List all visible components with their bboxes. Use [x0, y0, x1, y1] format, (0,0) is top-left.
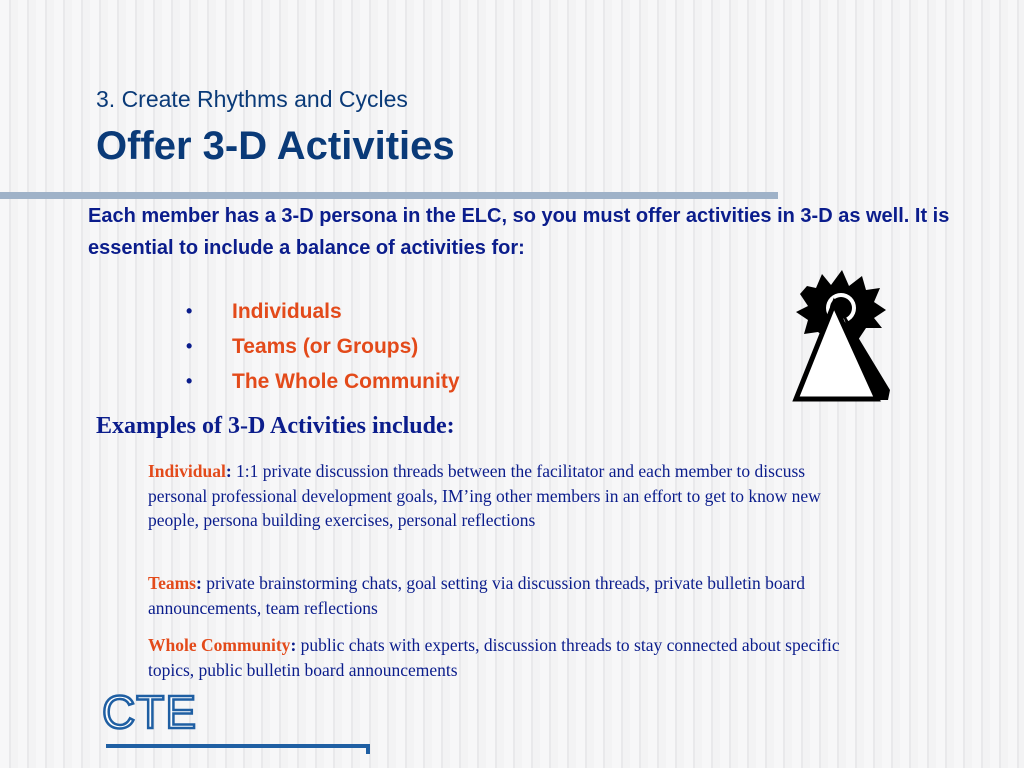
slide-subtitle: 3. Create Rhythms and Cycles [96, 86, 408, 112]
example-colon: : [195, 573, 202, 593]
person-with-sunburst-head-icon [786, 266, 896, 406]
example-teams [148, 571, 868, 620]
bullet-label: The Whole Community [232, 369, 460, 393]
bullet-label: Teams (or Groups) [232, 334, 419, 358]
cte-logo [100, 692, 380, 758]
bullet-item-individuals [186, 294, 460, 329]
examples-heading: Examples of 3-D Activities include: [96, 413, 455, 439]
example-colon: : [290, 635, 297, 655]
intro-paragraph: Each member has a 3-D persona in the ELC, so you must offer activities in 3-D as well. It is essential to include a balance of activities for: [88, 205, 950, 259]
example-text: private brainstorming chats, goal setting via discussion threads, private bulletin board announcements, team reflections [148, 573, 805, 618]
example-label: Teams [148, 573, 196, 593]
bullet-dot: • [186, 301, 193, 321]
cte-logo-text: CTE [102, 692, 197, 738]
bullet-item-teams [186, 329, 460, 364]
audience-bullet-list [186, 294, 460, 399]
example-colon: : [225, 461, 232, 481]
example-individual [148, 459, 868, 533]
bullet-dot: • [186, 336, 193, 356]
example-text: 1:1 private discussion threads between the facilitator and each member to discuss personal professional development goals, IM’ing other members in an effort to get to know new people, persona building exercises, personal reflections [148, 461, 821, 530]
example-label: Individual [148, 461, 226, 481]
example-text: public chats with experts, discussion threads to stay connected about specific topics, public bulletin board announcements [148, 635, 840, 680]
title-divider [0, 192, 778, 199]
bullet-label: Individuals [232, 299, 342, 323]
example-whole-community [148, 633, 868, 682]
slide-title: Offer 3-D Activities [96, 124, 455, 168]
bullet-item-whole-community [186, 364, 460, 399]
example-label: Whole Community [148, 635, 291, 655]
bullet-dot: • [186, 371, 193, 391]
